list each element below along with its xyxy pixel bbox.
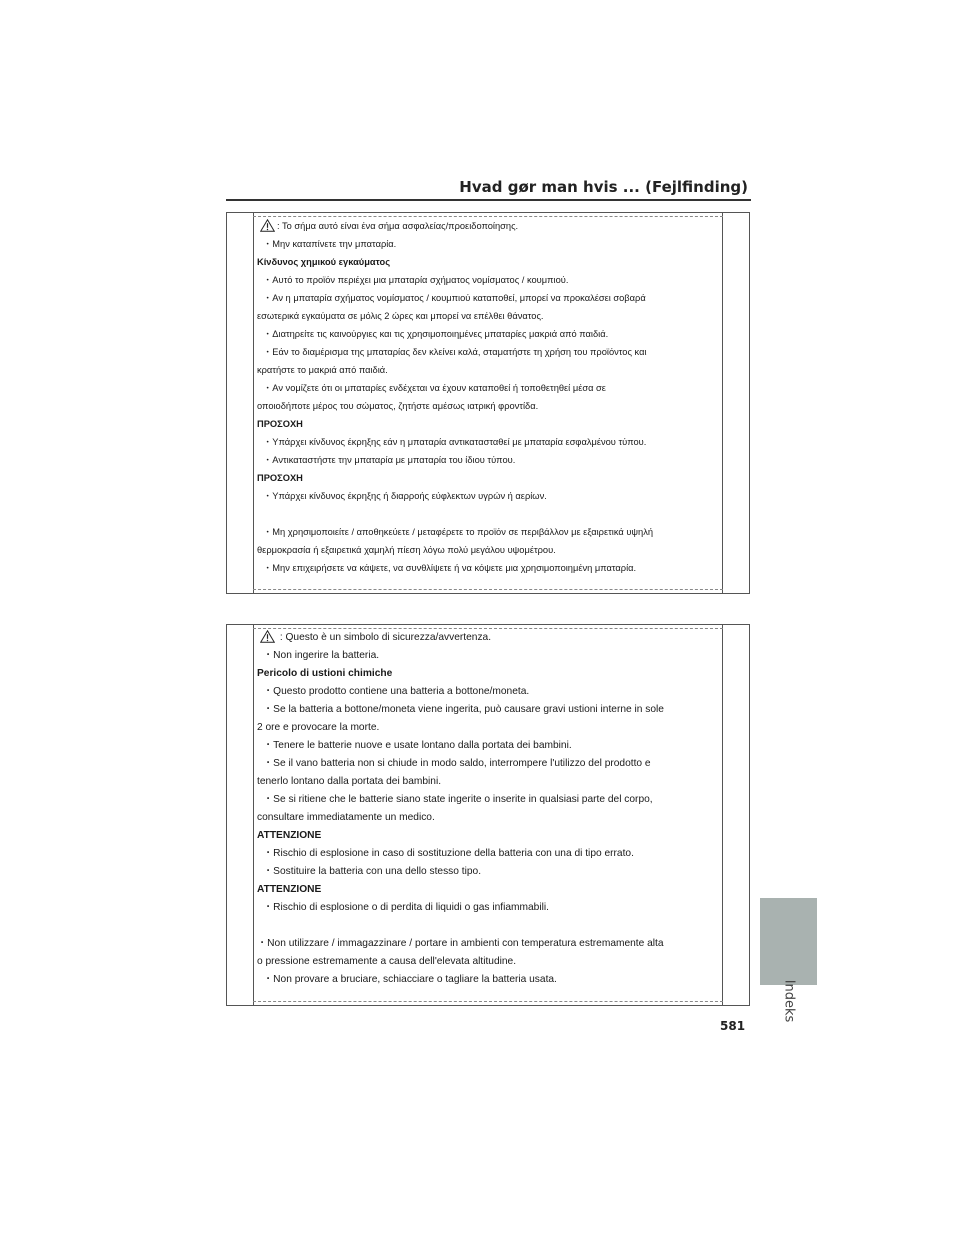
- section-heading: ΠΡΟΣΟΧΗ: [257, 419, 303, 429]
- blank-line: [257, 917, 720, 935]
- text-line: ・Non utilizzare / immagazzinare / portare in ambienti con temperatura estremamente alta: [257, 938, 664, 949]
- text-line: θερμοκρασία ή εξαιρετικά χαμηλή πίεση λόγω πολύ μεγάλου υψομέτρου.: [257, 545, 556, 555]
- box-dashed-rule: [253, 1001, 723, 1002]
- text-line: εσωτερικά εγκαύματα σε μόλις 2 ώρες και μπορεί να επέλθει θάνατος.: [257, 311, 544, 321]
- text-line: tenerlo lontano dalla portata dei bambini.: [257, 776, 442, 787]
- warning-symbol-line: [257, 217, 720, 235]
- text-line: ・Μην επιχειρήσετε να κάψετε, να συνθλίψετε ή να κόψετε μια χρησιμοποιημένη μπαταρία.: [263, 563, 637, 573]
- text-line: ・Διατηρείτε τις καινούργιες και τις χρησιμοποιημένες μπαταρίες μακριά από παιδιά.: [263, 329, 609, 339]
- warning-text-greek: [257, 217, 720, 577]
- text-line: ・Αντικαταστήστε την μπαταρία με μπαταρία του ίδιου τύπου.: [263, 455, 516, 465]
- text-line: ・Μη χρησιμοποιείτε / αποθηκεύετε / μεταφέρετε το προϊόν σε περιβάλλον με εξαιρετικά υψηλή: [263, 527, 654, 537]
- text-line: ・Sostituire la batteria con una dello stesso tipo.: [263, 866, 482, 877]
- text-line: ・Se il vano batteria non si chiude in modo saldo, interrompere l'utilizzo del prodotto e: [263, 758, 651, 769]
- text-line: ・Μην καταπίνετε την μπαταρία.: [263, 239, 397, 249]
- warning-box-greek: [226, 212, 750, 594]
- text-line: κρατήστε το μακριά από παιδιά.: [257, 365, 388, 375]
- text-line: οποιοδήποτε μέρος του σώματος, ζητήστε αμέσως ιατρική φροντίδα.: [257, 401, 539, 411]
- box-dashed-rule: [253, 589, 723, 590]
- text-line: ・Se si ritiene che le batterie siano state ingerite o inserite in qualsiasi parte del corpo,: [263, 794, 653, 805]
- text-line: ・Rischio di esplosione in caso di sostituzione della batteria con una di tipo errato.: [263, 848, 634, 859]
- box-border: [749, 625, 750, 1005]
- blank-line: [257, 505, 720, 523]
- warning-symbol-line: [257, 629, 720, 647]
- text-line: o pressione estremamente a causa dell'elevata altitudine.: [257, 956, 517, 967]
- text-line: 2 ore e provocare la morte.: [257, 722, 380, 733]
- index-side-label: Indeks: [781, 979, 797, 1023]
- text-line: ・Υπάρχει κίνδυνος έκρηξης ή διαρροής εύφλεκτων υγρών ή αερίων.: [263, 491, 547, 501]
- text-line: ・Tenere le batterie nuove e usate lontano dalla portata dei bambini.: [263, 740, 572, 751]
- section-heading: Pericolo di ustioni chimiche: [257, 668, 393, 679]
- warning-triangle-icon: [260, 630, 275, 643]
- text-line: ・Se la batteria a bottone/moneta viene ingerita, può causare gravi ustioni interne in sole: [263, 704, 664, 715]
- index-side-tab: [760, 898, 817, 985]
- text-line: ・Υπάρχει κίνδυνος έκρηξης εάν η μπαταρία αντικατασταθεί με μπαταρία εσφαλμένου τύπου.: [263, 437, 647, 447]
- text-line: ・Εάν το διαμέρισμα της μπαταρίας δεν κλείνει καλά, σταματήστε τη χρήση του προϊόντος και: [263, 347, 647, 357]
- text-line: ・Questo prodotto contiene una batteria a bottone/moneta.: [263, 686, 530, 697]
- section-heading: ATTENZIONE: [257, 884, 322, 895]
- page-number: 581: [720, 1019, 746, 1033]
- text-line: ・Αν η μπαταρία σχήματος νομίσματος / κουμπιού καταποθεί, μπορεί να προκαλέσει σοβαρά: [263, 293, 646, 303]
- text-line: consultare immediatamente un medico.: [257, 812, 435, 823]
- section-heading: ATTENZIONE: [257, 830, 322, 841]
- box-border: [722, 625, 723, 1005]
- box-border: [226, 213, 227, 593]
- page-header-title: Hvad gør man hvis ... (Fejlfinding): [459, 178, 748, 196]
- text-line: ・Rischio di esplosione o di perdita di liquidi o gas infiammabili.: [263, 902, 549, 913]
- box-border: [226, 625, 227, 1005]
- section-heading: Κίνδυνος χημικού εγκαύματος: [257, 257, 391, 267]
- warning-symbol-text: : Το σήμα αυτό είναι ένα σήμα ασφαλείας/προειδοποίησης.: [277, 221, 519, 231]
- warning-text-italian: [257, 629, 720, 989]
- section-heading: ΠΡΟΣΟΧΗ: [257, 473, 303, 483]
- warning-triangle-icon: [260, 219, 275, 232]
- box-border: [253, 213, 254, 593]
- text-line: ・Αν νομίζετε ότι οι μπαταρίες ενδέχεται να έχουν καταποθεί ή τοποθετηθεί μέσα σε: [263, 383, 606, 393]
- warning-box-italian: [226, 624, 750, 1006]
- header-rule: [226, 199, 751, 201]
- text-line: ・Non provare a bruciare, schiacciare o tagliare la batteria usata.: [263, 974, 557, 985]
- box-border: [722, 213, 723, 593]
- warning-symbol-text: : Questo è un simbolo di sicurezza/avvertenza.: [277, 632, 492, 643]
- box-border: [749, 213, 750, 593]
- text-line: ・Non ingerire la batteria.: [263, 650, 380, 661]
- text-line: ・Αυτό το προϊόν περιέχει μια μπαταρία σχήματος νομίσματος / κουμπιού.: [263, 275, 569, 285]
- box-border: [253, 625, 254, 1005]
